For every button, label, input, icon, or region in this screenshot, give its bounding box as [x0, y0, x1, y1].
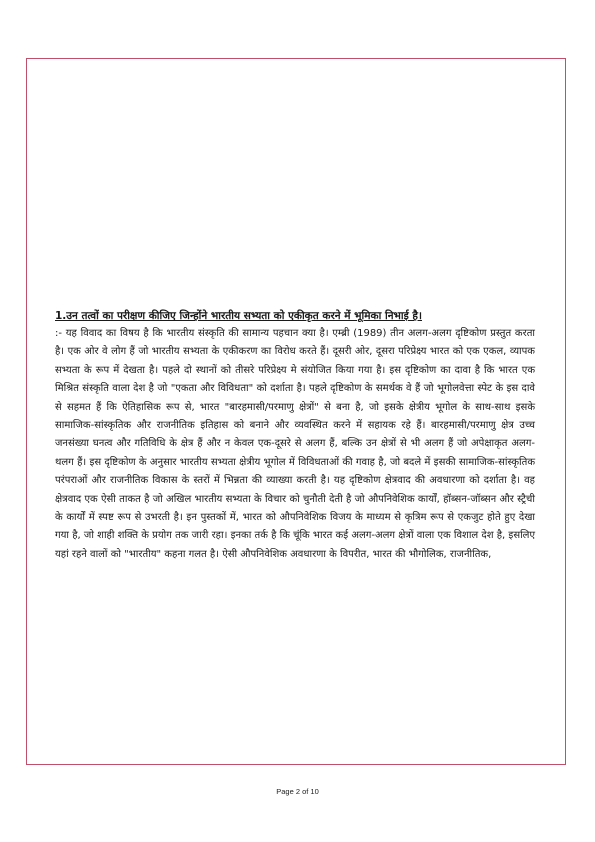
question-heading: 1.उन तत्वों का परीक्षण कीजिए जिन्होंने भारतीय सभ्यता को एकीकृत करने में भूमिका निभाई है।	[55, 310, 422, 322]
answer-paragraph: :- यह विवाद का विषय है कि भारतीय संस्कृति की सामान्य पहचान क्या है। एम्ब्री (1989) तीन अलग-अलग दृष्टिकोण प्रस्तुत करता है। एक ओर वे लोग हैं जो भारतीय सभ्यता के एकीकरण का विरोध करते हैं। दूसरी ओर, दूसरा परिप्रेक्ष्य भारत को एक एकल, व्यापक सभ्यता के रूप में देखता है। पहले दो स्थानों को तीसरे परिप्रेक्ष्य मे संयोजित किया गया है। इस दृष्टिकोण का दावा है कि भारत एक मिश्रित संस्कृति वाला देश है जो "एकता और विविधता" को दर्शाता है। पहले दृष्टिकोण के समर्थक वे हैं जो भूगोलवेत्ता स्पेट के इस दावे से सहमत हैं कि ऐतिहासिक रूप से, भारत "बारहमासी/परमाणु क्षेत्रों" से बना है, जो इसके क्षेत्रीय भूगोल के साथ-साथ इसके सामाजिक-सांस्कृतिक और राजनीतिक इतिहास को बनाने और व्यवस्थित करने में सहायक रहे हैं। बारहमासी/परमाणु क्षेत्र उच्च जनसंख्या घनत्व और गतिविधि के क्षेत्र हैं और न केवल एक-दूसरे से अलग हैं, बल्कि उन क्षेत्रों से भी अलग हैं जो अपेक्षाकृत अलग-थलग हैं। इस दृष्टिकोण के अनुसार भारतीय सभ्यता क्षेत्रीय भूगोल में विविधताओं की गवाह है, जो बदले में इसकी सामाजिक-सांस्कृतिक परंपराओं और राजनीतिक विकास के स्तरों में भिन्नता की व्याख्या करती है। यह दृष्टिकोण क्षेत्रवाद की अवधारणा को दर्शाता है। वह क्षेत्रवाद एक ऐसी ताकत है जो अखिल भारतीय सभ्यता के विचार को चुनौती देती है जो औपनिवेशिक कार्यों, हॉब्सन-जॉब्सन और स्ट्रैची के कार्यों में स्पष्ट रूप से उभरती है। इन पुस्तकों में, भारत को औपनिवेशिक विजय के माध्यम से कृत्रिम रूप से एकजुट होते हुए देखा गया है, जो शाही शक्ति के प्रयोग तक जारी रहा। इनका तर्क है कि चूंकि भारत कई अलग-अलग क्षेत्रों वाला एक विशाल देश है, इसलिए यहां रहने वालों को "भारतीय" कहना गलत है। ऐसी औपनिवेशिक अवधारणा के विपरीत, भारत की भौगोलिक, राजनीतिक,	[55, 328, 535, 560]
document-content	[55, 307, 535, 564]
page-number: Page 2 of 10	[276, 787, 319, 796]
